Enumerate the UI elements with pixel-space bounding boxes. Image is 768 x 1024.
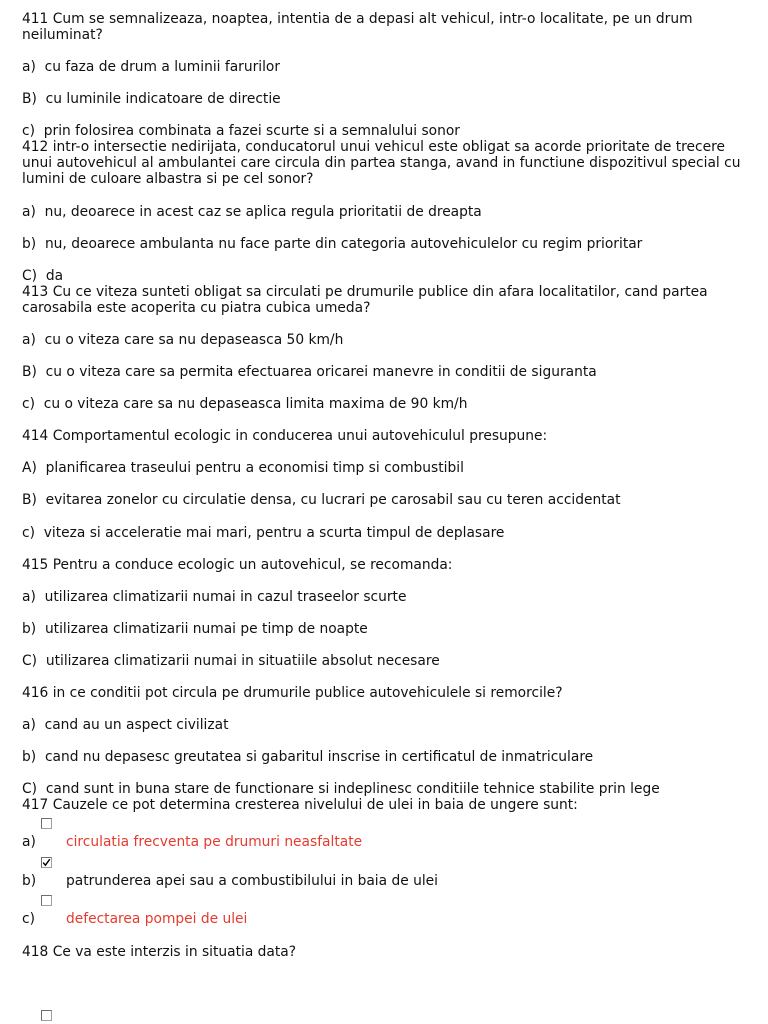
option-letter: b): [22, 749, 37, 766]
answer-option: [22, 268, 768, 284]
question-412: [22, 139, 768, 283]
option-letter: a): [22, 331, 36, 348]
option-text: patrunderea apei sau a combustibilului in baia de ulei: [66, 872, 439, 889]
checkbox-row: [22, 853, 768, 872]
question-text-line: unui autovehicul al ambulantei care circula din partea stanga, avand in functiune dispozitivul special cu: [22, 155, 741, 172]
option-letter: a): [22, 203, 36, 220]
option-letter: C): [22, 267, 38, 284]
question-text-line: 417 Cauzele ce pot determina cresterea nivelului de ulei in baia de ungere sunt:: [22, 797, 578, 814]
option-letter: c): [22, 911, 35, 928]
option-text: nu, deoarece ambulanta nu face parte din categoria autovehiculelor cu regim prioritar: [44, 235, 643, 252]
answer-option: [22, 621, 768, 637]
answer-option: [22, 525, 768, 541]
option-letter: a): [22, 717, 36, 734]
answer-option: [22, 460, 768, 476]
option-letter: c): [22, 396, 35, 413]
option-letter: c): [22, 123, 35, 140]
question-text-line: 416 in ce conditii pot circula pe drumurile publice autovehiculele si remorcile?: [22, 684, 563, 701]
option-text: utilizarea climatizarii numai in situatiile absolut necesare: [45, 652, 440, 669]
question-text-line: 414 Comportamentul ecologic in conducerea unui autovehiculul presupune:: [22, 428, 548, 445]
option-text: cand au un aspect civilizat: [44, 717, 229, 734]
question-418: [22, 944, 768, 1021]
option-text: cu o viteza care sa permita efectuarea oricarei manevre in conditii de siguranta: [45, 364, 597, 381]
answer-option: [22, 91, 768, 107]
option-text: evitarea zonelor cu circulatie densa, cu lucrari pe carosabil sau cu teren accidentat: [45, 492, 621, 509]
option-text: cu luminile indicatoare de directie: [45, 91, 281, 108]
option-text: circulatia frecventa pe drumuri neasfaltate: [66, 834, 363, 851]
question-text-line: 413 Cu ce viteza sunteti obligat sa circulati pe drumurile publice din afara localitatilor, cand partea: [22, 283, 708, 300]
option-letter: c): [22, 524, 35, 541]
option-text: planificarea traseului pentru a economisi timp si combustibil: [45, 460, 464, 477]
option-letter: a): [22, 834, 36, 851]
option-letter: a): [22, 588, 36, 605]
question-text-line: 415 Pentru a conduce ecologic un autovehicul, se recomanda:: [22, 556, 453, 573]
answer-option: [22, 492, 768, 508]
question-415: [22, 557, 768, 669]
option-text: cu o viteza care sa nu depaseasca limita maxima de 90 km/h: [43, 396, 468, 413]
option-text: da: [45, 267, 64, 284]
question-413: [22, 284, 768, 412]
option-text: defectarea pompei de ulei: [66, 911, 248, 928]
question-text-line: lumini de culoare albastra si pe cel sonor?: [22, 171, 314, 188]
option-letter: B): [22, 492, 37, 509]
option-letter: a): [22, 59, 36, 76]
option-letter: C): [22, 652, 38, 669]
option-letter: B): [22, 364, 37, 381]
answer-option: [22, 332, 768, 348]
checkbox-row: [22, 1006, 768, 1021]
checkmark-icon: [42, 858, 51, 867]
option-text: utilizarea climatizarii numai in cazul traseelor scurte: [44, 588, 407, 605]
answer-checkbox[interactable]: [41, 818, 52, 829]
answer-option: [22, 123, 768, 139]
question-417: [22, 797, 768, 929]
answer-option: [22, 589, 768, 605]
option-letter: b): [22, 235, 37, 252]
answer-option: [22, 59, 768, 75]
question-text-line: 418 Ce va este interzis in situatia data?: [22, 943, 297, 960]
option-text: cu faza de drum a luminii farurilor: [44, 59, 281, 76]
option-text: cand nu depasesc greutatea si gabaritul inscrise in certificatul de inmatriculare: [44, 749, 594, 766]
answer-option: [22, 833, 768, 852]
option-text: nu, deoarece in acest caz se aplica regula prioritatii de dreapta: [44, 203, 482, 220]
option-letter: b): [22, 620, 37, 637]
answer-option: [22, 910, 768, 929]
question-text-line: 412 intr-o intersectie nedirijata, conducatorul unui vehicul este obligat sa acorde prioritate de trecere: [22, 139, 725, 156]
question-411: [22, 11, 768, 139]
answer-checkbox[interactable]: [41, 857, 52, 868]
question-text-line: carosabila este acoperita cu piatra cubica umeda?: [22, 299, 371, 316]
question-text-line: 411 Cum se semnalizeaza, noaptea, intentia de a depasi alt vehicul, intr-o localitate, pe un drum: [22, 11, 693, 27]
answer-option: [22, 872, 768, 891]
option-text: prin folosirea combinata a fazei scurte si a semnalului sonor: [43, 123, 460, 140]
question-416: [22, 685, 768, 797]
option-letter: b): [22, 872, 37, 889]
answer-checkbox[interactable]: [41, 1010, 52, 1021]
answer-option: [22, 717, 768, 733]
checkbox-row: [22, 891, 768, 910]
option-letter: C): [22, 781, 38, 798]
answer-option: [22, 204, 768, 220]
question-text-line: neiluminat?: [22, 27, 103, 44]
answer-option: [22, 396, 768, 412]
answer-option: [22, 364, 768, 380]
option-letter: A): [22, 460, 37, 477]
answer-option: [22, 749, 768, 765]
option-letter: B): [22, 91, 37, 108]
checkbox-row: [22, 814, 768, 833]
answer-checkbox-list: [22, 814, 768, 929]
option-text: cand sunt in buna stare de functionare si indeplinesc conditiile tehnice stabilite prin lege: [45, 781, 660, 798]
option-text: viteza si acceleratie mai mari, pentru a scurta timpul de deplasare: [43, 524, 505, 541]
option-text: cu o viteza care sa nu depaseasca 50 km/h: [44, 331, 344, 348]
document-page: [22, 11, 768, 1021]
answer-option: [22, 653, 768, 669]
answer-checkbox[interactable]: [41, 895, 52, 906]
option-text: utilizarea climatizarii numai pe timp de noapte: [44, 620, 368, 637]
answer-option: [22, 781, 768, 797]
answer-option: [22, 236, 768, 252]
question-414: [22, 428, 768, 540]
